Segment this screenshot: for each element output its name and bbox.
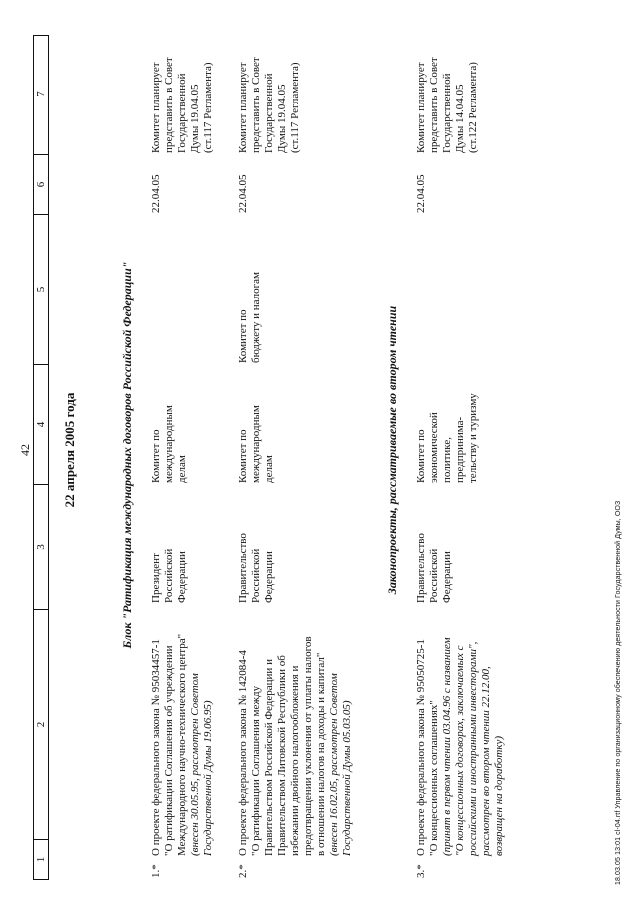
remark-line: Комитет планирует	[237, 62, 249, 153]
responsible-committee	[150, 373, 189, 483]
committee-line: политике,	[441, 436, 453, 483]
bill-line: Международного научно-технического центра"	[176, 633, 188, 856]
section-title-ratification: Блок "Ратификация международных договоров Российской Федерации"	[120, 261, 134, 649]
bill-note-line: (внесен 30.05.95, рассмотрен Советом	[189, 673, 201, 856]
column-number-6: 6	[34, 154, 48, 214]
bill-line: О проекте федерального закона № 95034457-1	[150, 639, 162, 856]
column-number-3: 3	[34, 484, 48, 609]
bill-line: О проекте федерального закона № 142084-4	[237, 650, 249, 856]
bill-line: Правительством Российской Федерации и	[263, 659, 275, 856]
initiator-line: Президент	[150, 553, 162, 603]
initiator	[150, 493, 189, 603]
bill-line: "О ратификации Соглашения между	[250, 685, 262, 856]
remark	[237, 28, 302, 153]
bill-note-line: российскими и иностранными инвесторами",	[467, 641, 479, 856]
remark-line: Думы 14.04.05	[454, 84, 466, 153]
remark-line: Государственной	[441, 73, 453, 153]
bill-line: О проекте федерального закона № 95050725-1	[415, 639, 427, 856]
initiator	[415, 493, 454, 603]
co-committee-line: Комитет по	[237, 309, 249, 363]
remark-line: Думы 19.04.05	[189, 84, 201, 153]
date-heading: 22 апреля 2005 года	[62, 392, 77, 508]
remark-line: (ст.122 Регламента)	[467, 62, 479, 153]
bill-note-line: (внесен 16.02.05, рассмотрен Советом	[328, 673, 340, 856]
bill-description	[237, 591, 354, 856]
remark-line: (ст.117 Регламента)	[202, 62, 214, 153]
bill-description	[150, 591, 215, 856]
row-number: 3.*	[415, 864, 427, 878]
consideration-date: 22.04.05	[150, 174, 162, 213]
column-number-header-row	[33, 35, 49, 880]
column-number-5: 5	[34, 214, 48, 364]
committee-line: Комитет по	[237, 429, 249, 483]
row-number: 1.*	[150, 864, 162, 878]
committee-line: международным	[163, 405, 175, 483]
remark-line: (ст.117 Регламента)	[289, 62, 301, 153]
page-footer: 18.03.05 13:01 cl-04.rtf Управление по организационному обеспечению деятельности Государственной Думы, ООЗ	[615, 500, 622, 885]
committee-line: делам	[263, 455, 275, 483]
remark-line: Комитет планирует	[415, 62, 427, 153]
committee-line: предпринима-	[454, 416, 466, 483]
column-number-1: 1	[34, 839, 48, 879]
row-number: 2.*	[237, 864, 249, 878]
remark-line: представить в Совет	[428, 57, 440, 153]
bill-line: "О ратификации Соглашения об учреждении	[163, 645, 175, 856]
remark-line: Комитет планирует	[150, 62, 162, 153]
bill-line: в отношении налогов на доходы и капитал"	[315, 652, 327, 856]
bill-line: Правительством Литовской Республики об	[276, 655, 288, 856]
remark	[415, 28, 480, 153]
bill-line: предотвращении уклонения от уплаты налогов	[302, 636, 314, 856]
column-number-2: 2	[34, 609, 48, 839]
committee-line: Комитет по	[415, 429, 427, 483]
bill-line: "О концессионных соглашениях"	[428, 700, 440, 856]
section-title-second-reading: Законопроекты, рассматриваемые во втором чтении	[385, 305, 399, 595]
bill-note-line: Государственной Думы 19.06.95)	[202, 700, 214, 856]
committee-line: международным	[250, 405, 262, 483]
initiator-line: Федерации	[176, 551, 188, 603]
co-executor-committee	[237, 218, 263, 363]
bill-note-line: (принят в первом чтении 03.04.96 с названием	[441, 637, 453, 856]
bill-note-line: возвращен на доработку)	[493, 735, 505, 856]
remark	[150, 28, 215, 153]
bill-note-line: Государственной Думы 05.03.05)	[341, 700, 353, 856]
committee-line: делам	[176, 455, 188, 483]
remark-line: Государственной	[263, 73, 275, 153]
co-committee-line: бюджету и налогам	[250, 272, 262, 363]
bill-description	[415, 591, 506, 856]
consideration-date: 22.04.05	[415, 174, 427, 213]
remark-line: представить в Совет	[250, 57, 262, 153]
committee-line: Комитет по	[150, 429, 162, 483]
column-number-7: 7	[35, 91, 47, 97]
consideration-date: 22.04.05	[237, 174, 249, 213]
column-number-4: 4	[34, 364, 48, 484]
responsible-committee	[415, 368, 480, 483]
committee-line: экономической	[428, 412, 440, 483]
committee-line: тельству и туризму	[467, 393, 479, 483]
initiator-line: Российской	[428, 548, 440, 603]
bill-line: избежании двойного налогообложения и	[289, 665, 301, 856]
initiator-line: Федерации	[441, 551, 453, 603]
initiator	[237, 493, 276, 603]
remark-line: Государственной	[176, 73, 188, 153]
bill-note-line: "О концессионных договорах, заключаемых с	[454, 645, 466, 856]
initiator-line: Правительство	[415, 533, 427, 603]
remark-line: Думы 19.04.05	[276, 84, 288, 153]
remark-line: представить в Совет	[163, 57, 175, 153]
initiator-line: Федерации	[263, 551, 275, 603]
bill-note-line: рассмотрен во втором чтении 22.12.00,	[480, 666, 492, 856]
page-number: 42	[18, 444, 32, 456]
initiator-line: Российской	[250, 548, 262, 603]
responsible-committee	[237, 373, 276, 483]
initiator-line: Российской	[163, 548, 175, 603]
initiator-line: Правительство	[237, 533, 249, 603]
